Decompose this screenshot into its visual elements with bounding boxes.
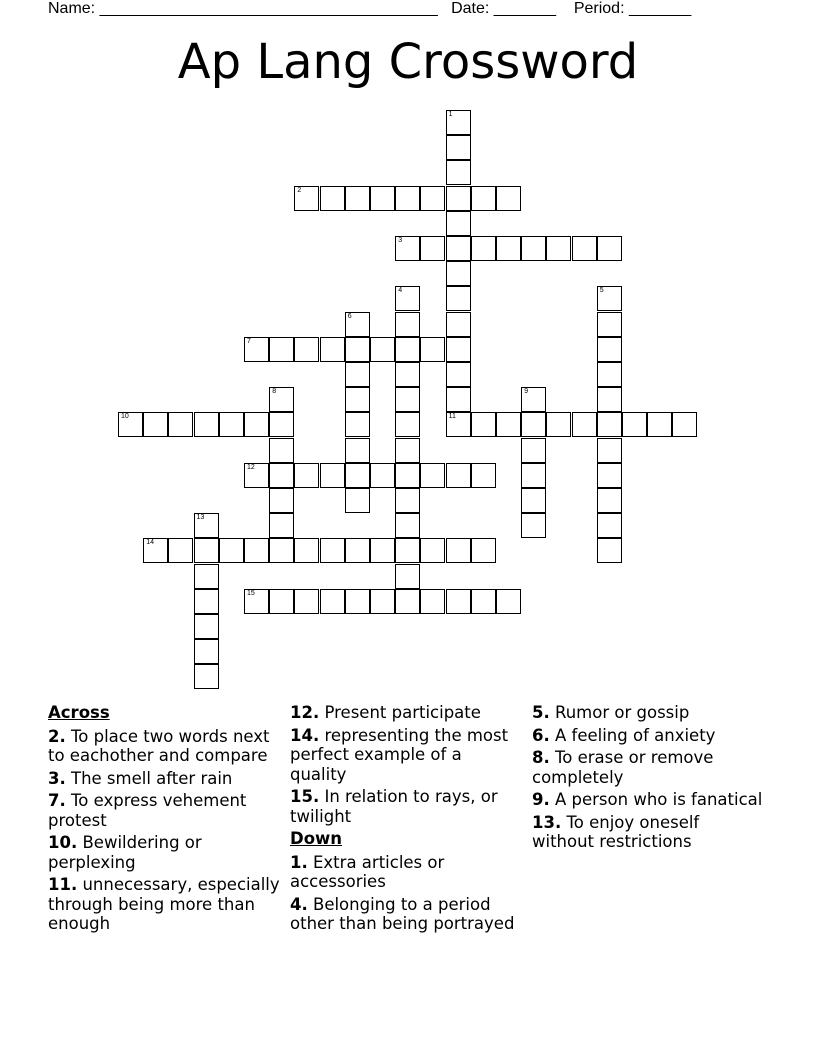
grid-cell[interactable] (269, 412, 294, 437)
grid-cell[interactable] (294, 337, 319, 362)
grid-cell[interactable] (320, 186, 345, 211)
clue-down-5: 5. Rumor or gossip (532, 703, 690, 722)
grid-cell[interactable] (521, 463, 546, 488)
grid-cell[interactable] (597, 387, 622, 412)
grid-cell[interactable] (597, 286, 622, 311)
grid-cell[interactable] (597, 488, 622, 513)
grid-cell[interactable] (294, 463, 319, 488)
grid-cell[interactable] (370, 538, 395, 563)
clue-number: 2 (297, 186, 302, 194)
grid-cell[interactable] (446, 463, 471, 488)
grid-cell[interactable] (269, 538, 294, 563)
grid-cell[interactable] (244, 463, 269, 488)
clue-number: 5 (599, 287, 604, 295)
grid-cell[interactable] (420, 337, 445, 362)
grid-cell[interactable] (446, 186, 471, 211)
grid-cell[interactable] (572, 412, 597, 437)
grid-cell[interactable] (345, 412, 370, 437)
grid-cell[interactable] (345, 538, 370, 563)
grid-cell[interactable] (269, 438, 294, 463)
clue-number: 15 (247, 589, 255, 597)
grid-cell[interactable] (370, 589, 395, 614)
grid-cell[interactable] (446, 261, 471, 286)
grid-cell[interactable] (496, 186, 521, 211)
grid-cell[interactable] (370, 463, 395, 488)
grid-cell[interactable] (446, 312, 471, 337)
grid-cell[interactable] (395, 236, 420, 261)
grid-cell[interactable] (194, 589, 219, 614)
grid-cell[interactable] (446, 236, 471, 261)
grid-cell[interactable] (521, 438, 546, 463)
grid-cell[interactable] (496, 589, 521, 614)
grid-cell[interactable] (597, 513, 622, 538)
clue-across-15: 15. In relation to rays, or twilight (290, 787, 498, 826)
grid-cell[interactable] (370, 186, 395, 211)
clue-number: 14 (146, 539, 154, 547)
grid-cell[interactable] (446, 589, 471, 614)
clue-down-1: 1. Extra articles or accessories (290, 852, 445, 891)
grid-cell[interactable] (597, 362, 622, 387)
clue-number: 7 (247, 337, 251, 345)
grid-cell[interactable] (395, 186, 420, 211)
grid-cell[interactable] (395, 412, 420, 437)
clue-number: 1 (448, 111, 453, 118)
grid-cell[interactable] (471, 236, 496, 261)
grid-cell[interactable] (395, 387, 420, 412)
across-heading: Across (48, 703, 110, 722)
name-field-label: Name: ______________________________________ (48, 0, 438, 17)
grid-cell[interactable] (471, 186, 496, 211)
clue-number: 3 (398, 237, 403, 244)
grid-cell[interactable] (420, 463, 445, 488)
down-heading: Down (290, 829, 343, 848)
grid-cell[interactable] (244, 538, 269, 563)
grid-cell[interactable] (244, 589, 269, 614)
grid-cell[interactable] (320, 463, 345, 488)
grid-cell[interactable] (597, 463, 622, 488)
grid-cell[interactable] (446, 387, 471, 412)
grid-cell[interactable] (597, 412, 622, 437)
grid-cell[interactable] (294, 589, 319, 614)
grid-cell[interactable] (572, 236, 597, 261)
clue-across-14: 14. representing the most perfect example of a quality (290, 725, 509, 784)
grid-cell[interactable] (446, 362, 471, 387)
grid-cell[interactable] (269, 589, 294, 614)
grid-cell[interactable] (597, 438, 622, 463)
clues-column-2 (290, 703, 522, 937)
grid-cell[interactable] (597, 538, 622, 563)
grid-cell[interactable] (395, 337, 420, 362)
grid-cell[interactable] (446, 160, 471, 185)
clue-down-6: 6. A feeling of anxiety (532, 725, 716, 745)
grid-cell[interactable] (446, 538, 471, 563)
grid-cell[interactable] (420, 589, 445, 614)
grid-cell[interactable] (244, 412, 269, 437)
grid-cell[interactable] (320, 337, 345, 362)
grid-cell[interactable] (194, 664, 219, 689)
grid-cell[interactable] (345, 438, 370, 463)
grid-cell[interactable] (471, 412, 496, 437)
clue-across-11: 11. unnecessary, especially through being more than enough (48, 875, 280, 933)
date-field-label: Date: _______ (451, 0, 557, 17)
grid-cell[interactable] (345, 387, 370, 412)
grid-cell[interactable] (345, 589, 370, 614)
grid-cell[interactable] (597, 337, 622, 362)
grid-cell[interactable] (118, 412, 143, 437)
grid-cell[interactable] (345, 488, 370, 513)
grid-cell[interactable] (521, 513, 546, 538)
grid-cell[interactable] (496, 236, 521, 261)
grid-cell[interactable] (168, 412, 193, 437)
grid-cell[interactable] (672, 412, 697, 437)
clues-column-3 (532, 703, 764, 855)
grid-cell[interactable] (194, 538, 219, 563)
clue-number: 11 (448, 413, 456, 421)
grid-cell[interactable] (471, 538, 496, 563)
grid-cell[interactable] (521, 387, 546, 412)
clues-column-1 (48, 703, 280, 937)
grid-cell[interactable] (345, 312, 370, 337)
grid-cell[interactable] (294, 186, 319, 211)
clue-across-7: 7. To express vehement protest (48, 791, 247, 830)
grid-cell[interactable] (320, 538, 345, 563)
clue-number: 8 (272, 388, 277, 396)
clue-number: 9 (524, 388, 529, 396)
clue-down-4: 4. Belonging to a period other than being portrayed (290, 894, 515, 933)
grid-cell[interactable] (269, 387, 294, 412)
grid-cell[interactable] (496, 412, 521, 437)
grid-cell[interactable] (446, 286, 471, 311)
grid-cell[interactable] (446, 135, 471, 160)
grid-cell[interactable] (345, 362, 370, 387)
grid-cell[interactable] (269, 463, 294, 488)
grid-cell[interactable] (420, 538, 445, 563)
grid-cell[interactable] (269, 513, 294, 538)
grid-cell[interactable] (219, 412, 244, 437)
clue-number: 6 (347, 312, 352, 320)
grid-cell[interactable] (420, 186, 445, 211)
grid-cell[interactable] (395, 513, 420, 538)
grid-cell[interactable] (395, 538, 420, 563)
grid-cell[interactable] (521, 488, 546, 513)
grid-cell[interactable] (219, 538, 244, 563)
grid-cell[interactable] (420, 236, 445, 261)
grid-cell[interactable] (194, 614, 219, 639)
grid-cell[interactable] (269, 337, 294, 362)
clue-across-12: 12. Present participate (290, 703, 481, 722)
grid-cell[interactable] (345, 186, 370, 211)
grid-cell[interactable] (194, 513, 219, 538)
clue-number: 13 (196, 514, 205, 522)
grid-cell[interactable] (320, 589, 345, 614)
clue-down-8: 8. To erase or remove completely (532, 748, 714, 787)
grid-cell[interactable] (647, 412, 672, 437)
grid-cell[interactable] (622, 412, 647, 437)
page-title: Ap Lang Crossword (177, 34, 639, 90)
grid-cell[interactable] (521, 236, 546, 261)
grid-cell[interactable] (395, 564, 420, 589)
clue-down-13: 13. To enjoy oneself without restrictions (532, 812, 700, 851)
grid-cell[interactable] (395, 589, 420, 614)
clue-number: 4 (398, 287, 403, 295)
grid-cell[interactable] (597, 236, 622, 261)
clue-down-9: 9. A person who is fanatical (532, 790, 763, 809)
grid-cell[interactable] (345, 463, 370, 488)
period-field-label: Period: _______ (573, 0, 692, 17)
grid-cell[interactable] (395, 488, 420, 513)
clue-across-10: 10. Bewildering or perplexing (48, 833, 202, 872)
grid-cell[interactable] (597, 312, 622, 337)
clue-across-3: 3. The smell after rain (48, 768, 233, 788)
grid-cell[interactable] (143, 412, 168, 437)
grid-cell[interactable] (370, 337, 395, 362)
grid-cell[interactable] (345, 337, 370, 362)
clue-across-2: 2. To place two words next to eachother and compare (48, 726, 270, 765)
grid-cell[interactable] (446, 110, 471, 135)
grid-cell[interactable] (446, 412, 471, 437)
grid-cell[interactable] (395, 463, 420, 488)
grid-cell[interactable] (446, 211, 471, 236)
grid-cell[interactable] (194, 639, 219, 664)
grid-cell[interactable] (244, 337, 269, 362)
grid-cell[interactable] (395, 362, 420, 387)
grid-cell[interactable] (269, 488, 294, 513)
grid-cell[interactable] (395, 312, 420, 337)
grid-cell[interactable] (471, 463, 496, 488)
grid-cell[interactable] (395, 438, 420, 463)
grid-cell[interactable] (168, 538, 193, 563)
grid-cell[interactable] (471, 589, 496, 614)
clue-number: 10 (121, 413, 129, 421)
grid-cell[interactable] (446, 337, 471, 362)
grid-cell[interactable] (395, 286, 420, 311)
grid-cell[interactable] (194, 564, 219, 589)
grid-cell[interactable] (546, 412, 571, 437)
clue-number: 12 (247, 463, 255, 471)
grid-cell[interactable] (546, 236, 571, 261)
grid-cell[interactable] (521, 412, 546, 437)
grid-cell[interactable] (294, 538, 319, 563)
grid-cell[interactable] (194, 412, 219, 437)
grid-cell[interactable] (143, 538, 168, 563)
